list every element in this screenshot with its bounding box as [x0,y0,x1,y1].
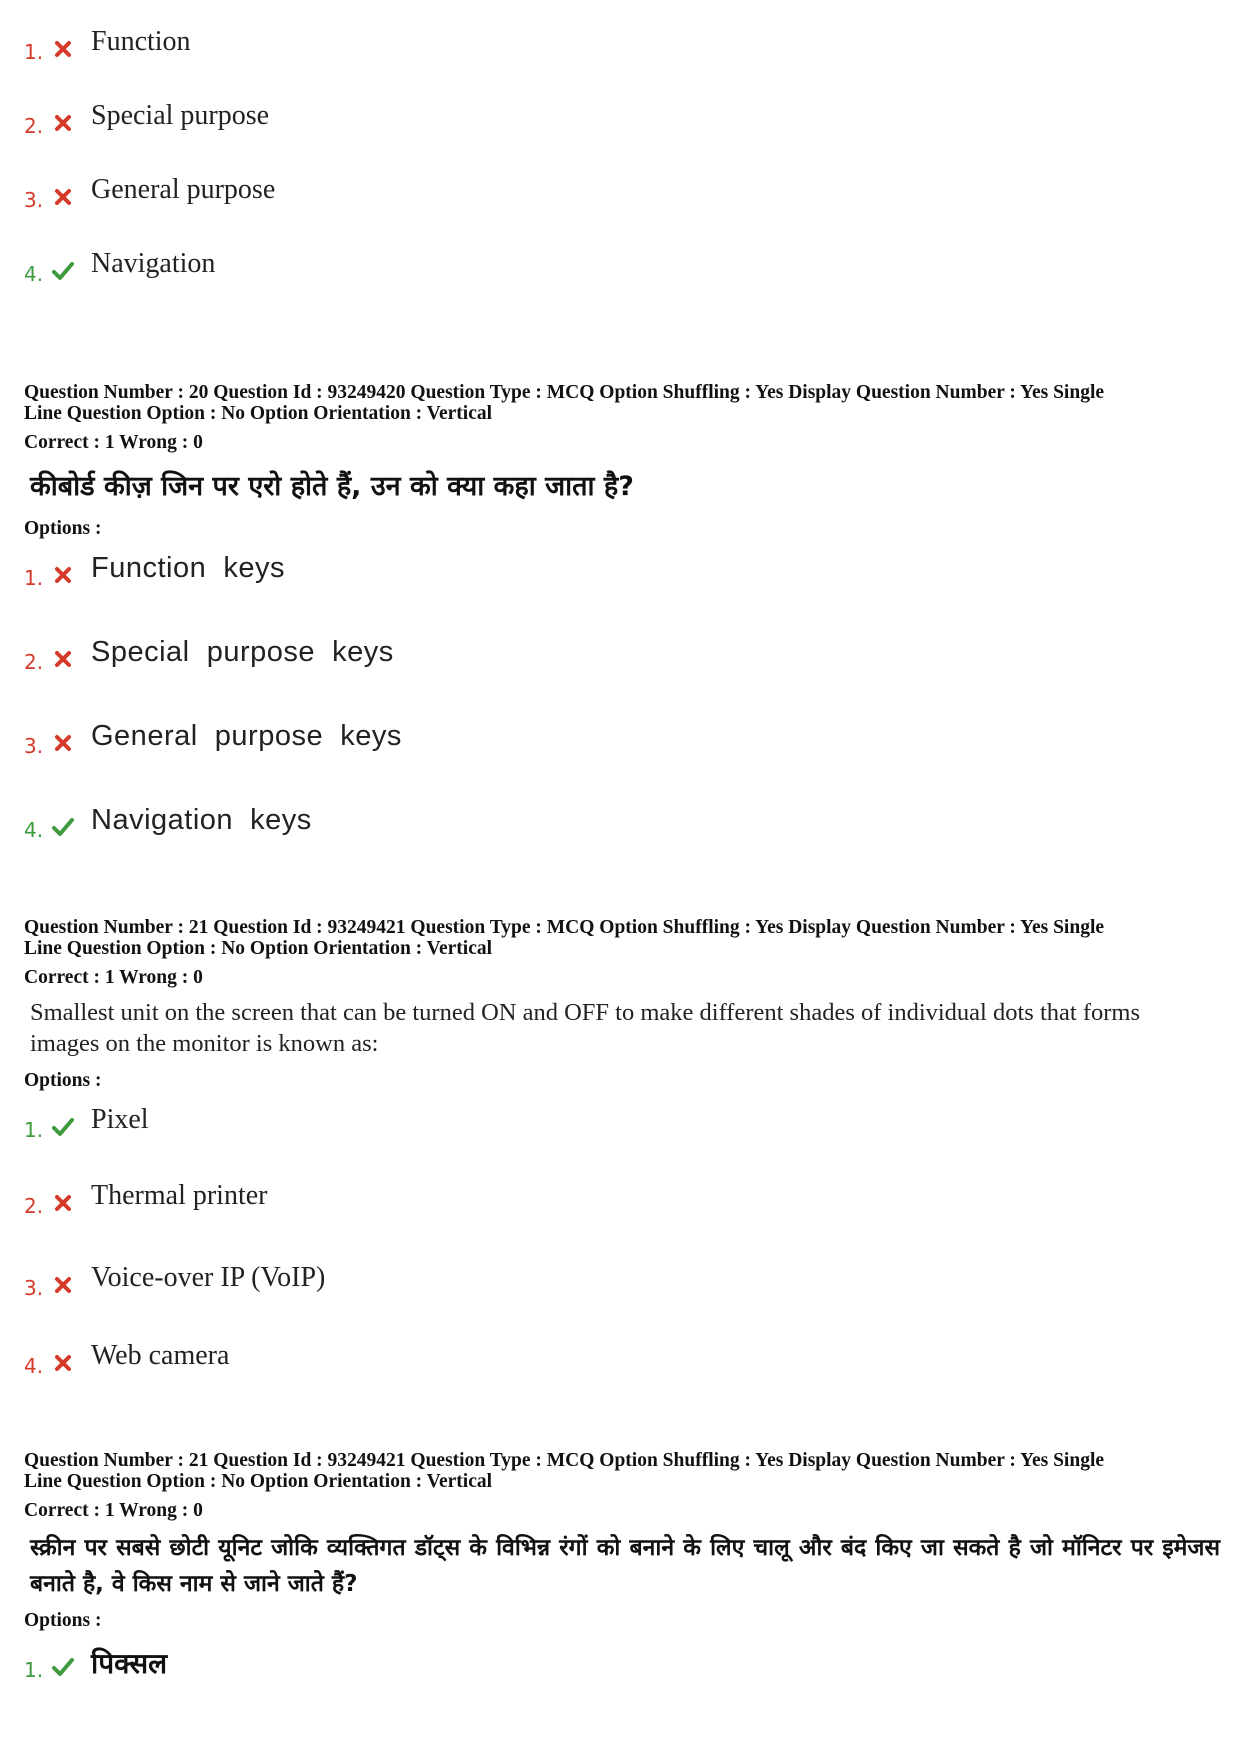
question-text: Smallest unit on the screen that can be turned ON and OFF to make different shades of individual dots that forms images on the monitor is known as: [30,999,1140,1057]
question-meta [24,917,1216,959]
option-text: Navigation [91,248,216,279]
cross-mark-icon [50,1272,76,1298]
option-text: Function [91,26,191,57]
option-number: 2. [24,1194,44,1218]
question-meta [24,382,1216,424]
question-meta-line: Question Number : 21 Question Id : 93249421 Question Type : MCQ Option Shuffling : Yes Display Question Number : Yes Single [24,917,1105,938]
cross-mark-icon [50,110,76,136]
question-meta-line: Line Question Option : No Option Orientation : Vertical [24,403,493,424]
options-label: Options : [24,518,102,539]
cross-mark-icon [50,36,76,62]
option-number: 4. [24,818,44,842]
question-meta-line: Question Number : 21 Question Id : 93249421 Question Type : MCQ Option Shuffling : Yes Display Question Number : Yes Single [24,1450,1105,1471]
option-number: 2. [24,650,44,674]
check-mark-icon [50,1654,76,1680]
question-text: स्क्रीन पर सबसे छोटी यूनिट जोकि व्यक्तिगत डॉट्स के विभिन्न रंगों को बनाने के लिए चालू और बंद किए जा सकते है जो मॉनिटर पर इमेजस बनाते है, वे किस नाम से जाने जाते हैं? [30,1535,1220,1597]
correct-wrong-marks: Correct : 1 Wrong : 0 [24,1500,203,1521]
option-number: 1. [24,1118,44,1142]
correct-wrong-marks: Correct : 1 Wrong : 0 [24,967,203,988]
option-number: 1. [24,1658,44,1682]
option-number: 4. [24,1354,44,1378]
correct-wrong-marks: Correct : 1 Wrong : 0 [24,432,203,453]
option-text: Function keys [91,552,285,584]
question-meta-line: Line Question Option : No Option Orientation : Vertical [24,1471,493,1492]
option-text: Voice-over IP (VoIP) [91,1262,326,1293]
cross-mark-icon [50,646,76,672]
cross-mark-icon [50,1190,76,1216]
option-number: 2. [24,114,44,138]
option-number: 3. [24,188,44,212]
question-meta-line: Line Question Option : No Option Orientation : Vertical [24,938,493,959]
question-meta-line: Question Number : 20 Question Id : 93249420 Question Type : MCQ Option Shuffling : Yes Display Question Number : Yes Single [24,382,1105,403]
check-mark-icon [50,258,76,284]
option-number: 1. [24,40,44,64]
option-text: Web camera [91,1340,230,1371]
options-label: Options : [24,1070,102,1091]
option-text: Special purpose [91,100,270,131]
option-text: General purpose keys [91,720,402,752]
check-mark-icon [50,1114,76,1140]
option-number: 3. [24,1276,44,1300]
check-mark-icon [50,814,76,840]
option-number: 4. [24,262,44,286]
option-text: Thermal printer [91,1180,268,1211]
option-text: Navigation keys [91,804,312,836]
cross-mark-icon [50,730,76,756]
cross-mark-icon [50,1350,76,1376]
cross-mark-icon [50,184,76,210]
option-number: 1. [24,566,44,590]
option-text: General purpose [91,174,276,205]
option-number: 3. [24,734,44,758]
options-label: Options : [24,1610,102,1631]
cross-mark-icon [50,562,76,588]
question-meta [24,1450,1216,1492]
option-text: पिक्सल [91,1647,168,1680]
option-text: Pixel [91,1104,149,1135]
option-text: Special purpose keys [91,636,394,668]
question-text: कीबोर्ड कीज़ जिन पर एरो होते हैं, उन को क्या कहा जाता है? [30,471,634,502]
